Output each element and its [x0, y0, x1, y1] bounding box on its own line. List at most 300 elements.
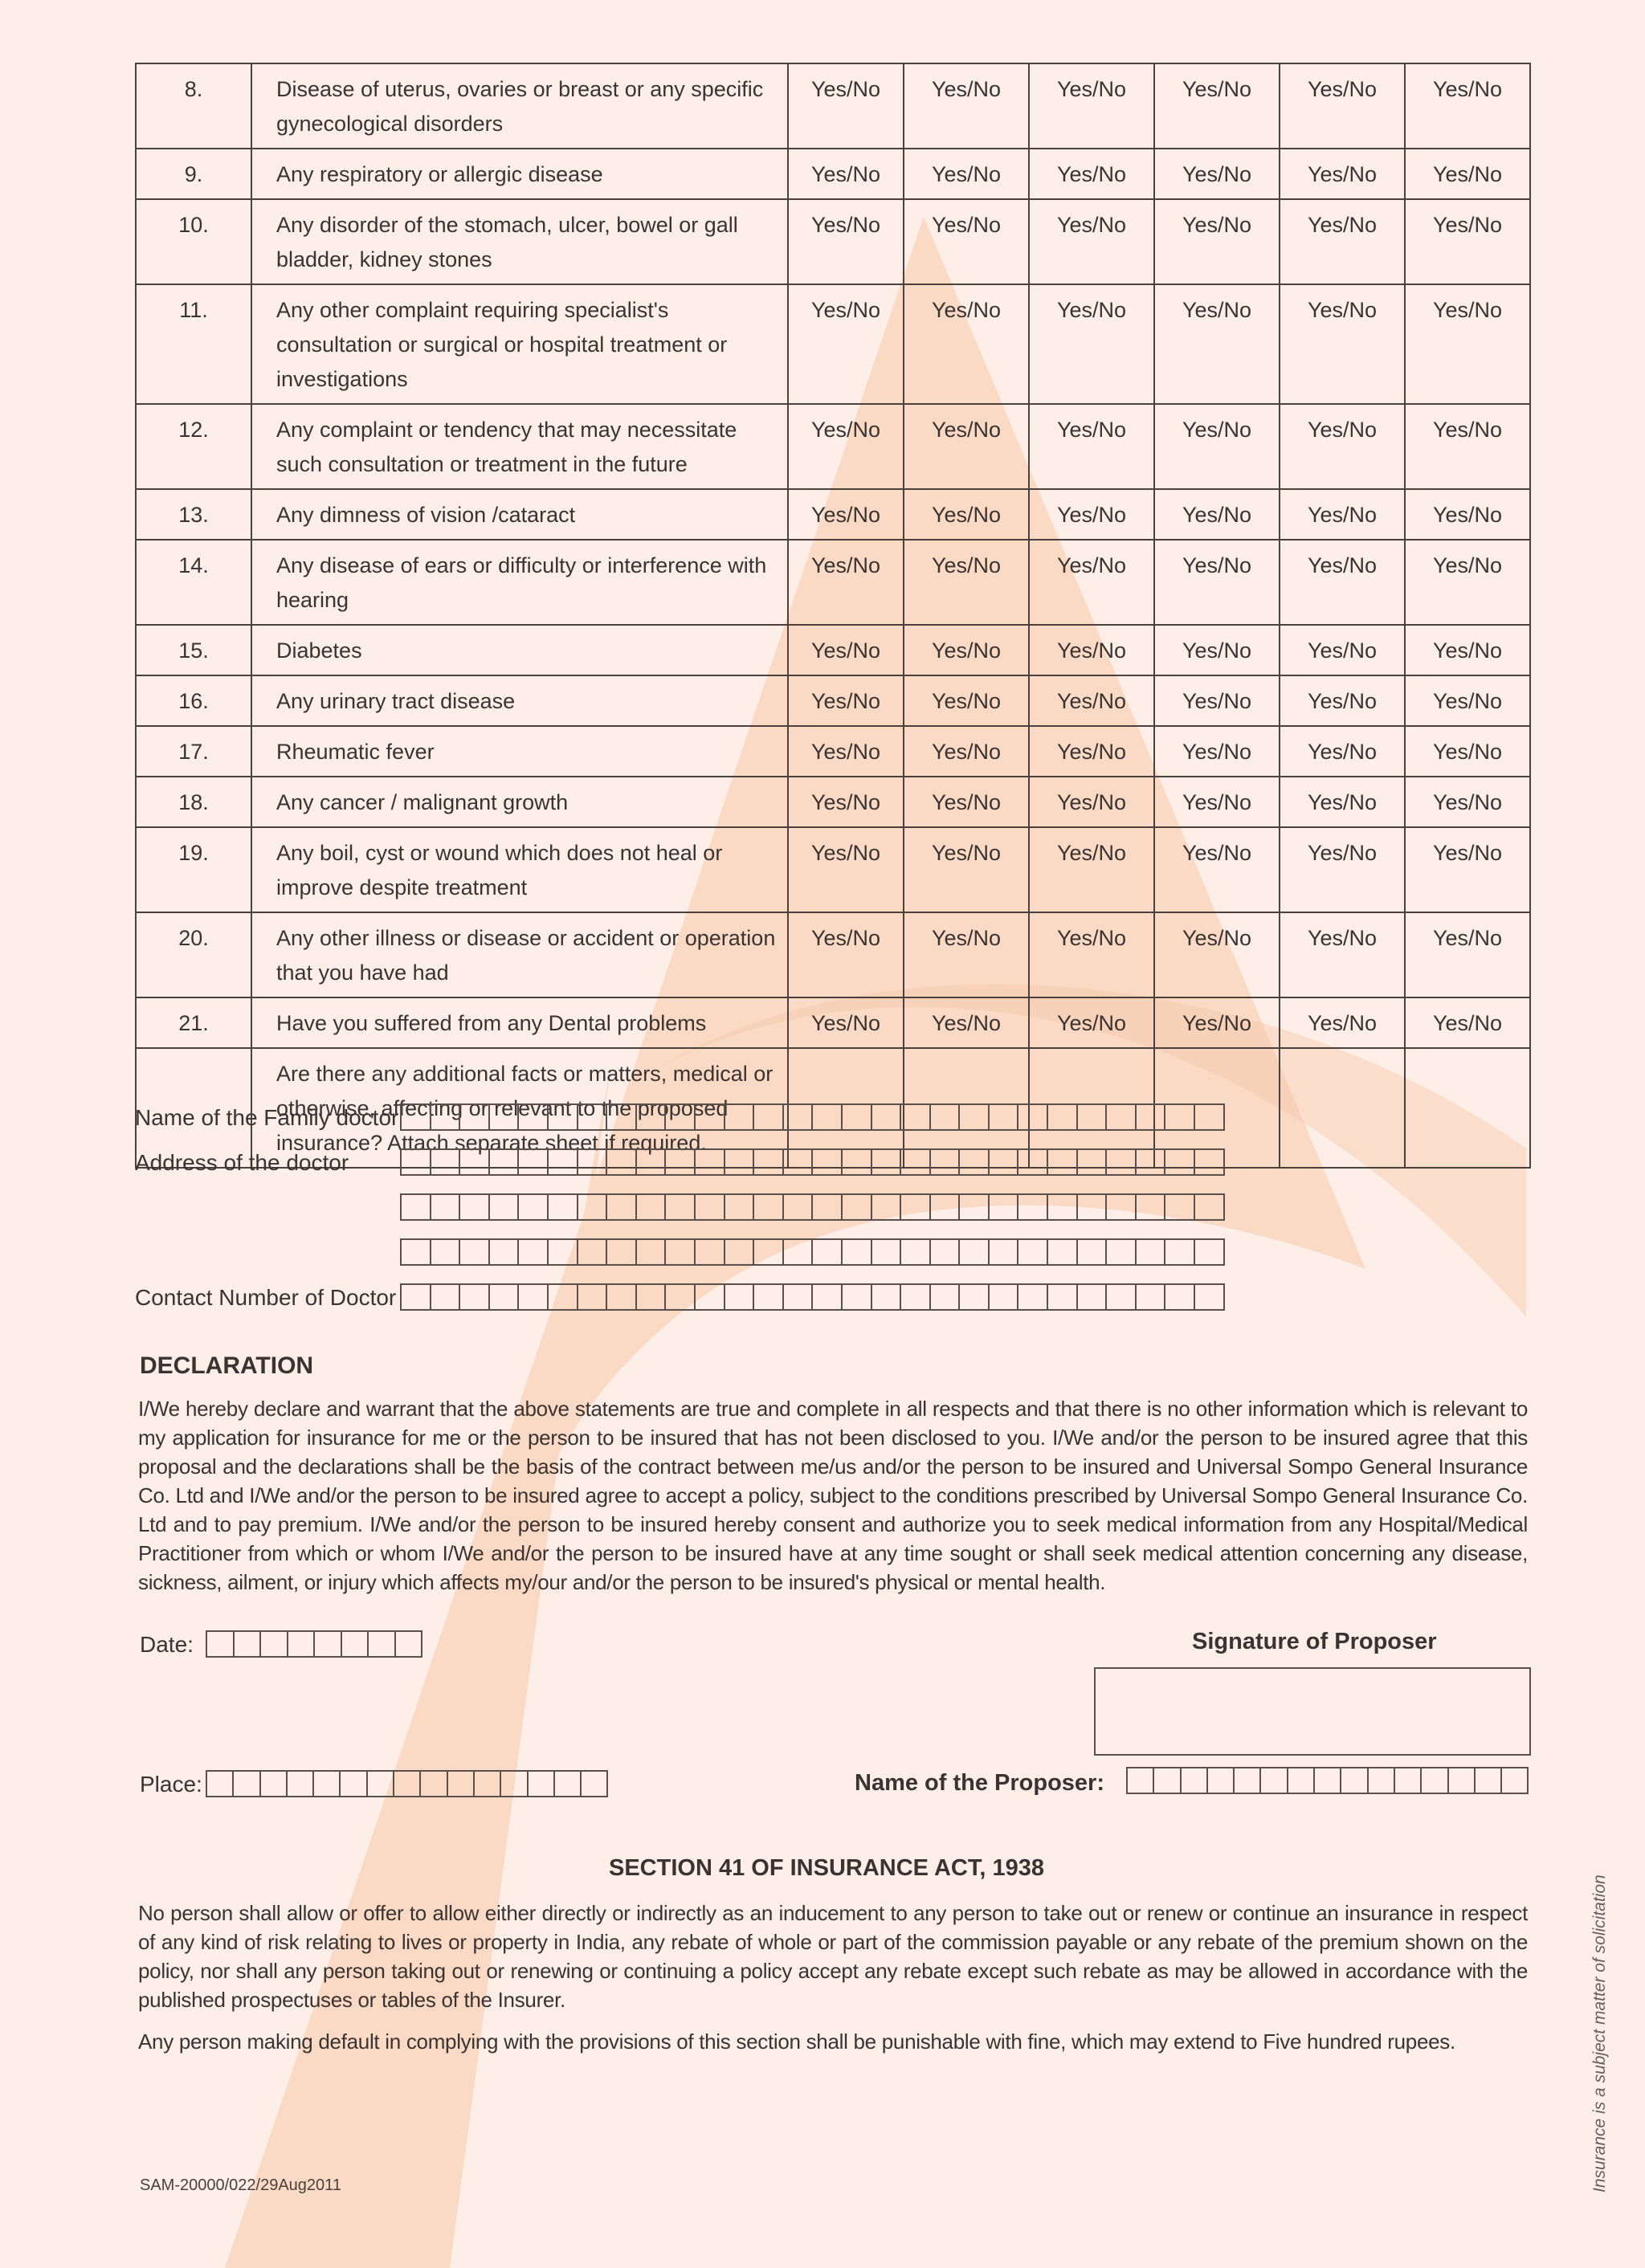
yes-no-answer[interactable]: Yes/No: [1154, 777, 1280, 827]
yes-no-answer[interactable]: Yes/No: [904, 540, 1029, 625]
yes-no-answer[interactable]: Yes/No: [1029, 199, 1154, 284]
character-box[interactable]: [396, 1630, 423, 1658]
character-box[interactable]: [666, 1283, 696, 1311]
yes-no-answer[interactable]: Yes/No: [1280, 912, 1405, 997]
character-box[interactable]: [1165, 1148, 1195, 1176]
character-box[interactable]: [1018, 1148, 1048, 1176]
yes-no-answer[interactable]: Yes/No: [1405, 404, 1530, 489]
question-row: [136, 726, 1530, 777]
character-box[interactable]: [1137, 1103, 1166, 1131]
character-box[interactable]: [431, 1148, 461, 1176]
character-box[interactable]: [931, 1103, 961, 1131]
yes-no-answer[interactable]: Yes/No: [1280, 540, 1405, 625]
character-box[interactable]: [490, 1193, 520, 1221]
proposer-name-field[interactable]: [1126, 1767, 1529, 1794]
character-box[interactable]: [490, 1103, 520, 1131]
yes-no-answer[interactable]: Yes/No: [1154, 540, 1280, 625]
character-box[interactable]: [1018, 1283, 1048, 1311]
yes-no-answer[interactable]: Yes/No: [1029, 777, 1154, 827]
yes-no-answer[interactable]: Yes/No: [788, 404, 904, 489]
character-box[interactable]: [725, 1238, 755, 1266]
character-box[interactable]: [368, 1770, 394, 1797]
character-box[interactable]: [1107, 1103, 1137, 1131]
character-box[interactable]: [1341, 1767, 1368, 1794]
character-box[interactable]: [1235, 1767, 1261, 1794]
yes-no-answer[interactable]: Yes/No: [1280, 404, 1405, 489]
character-box[interactable]: [696, 1148, 725, 1176]
yes-no-answer[interactable]: Yes/No: [1154, 625, 1280, 675]
yes-no-answer[interactable]: Yes/No: [788, 827, 904, 912]
character-box[interactable]: [637, 1148, 667, 1176]
character-box[interactable]: [1195, 1283, 1225, 1311]
character-box[interactable]: [578, 1283, 608, 1311]
character-box[interactable]: [990, 1148, 1019, 1176]
doctor-address-line-1[interactable]: [400, 1148, 1225, 1176]
yes-no-answer[interactable]: Yes/No: [1154, 827, 1280, 912]
character-box[interactable]: [754, 1148, 784, 1176]
character-box[interactable]: [549, 1148, 578, 1176]
character-box[interactable]: [460, 1148, 490, 1176]
yes-no-answer[interactable]: Yes/No: [1280, 284, 1405, 404]
character-box[interactable]: [519, 1148, 549, 1176]
yes-no-answer[interactable]: Yes/No: [1029, 63, 1154, 149]
yes-no-answer[interactable]: Yes/No: [1154, 489, 1280, 540]
yes-no-answer[interactable]: Yes/No: [1280, 149, 1405, 199]
yes-no-answer[interactable]: Yes/No: [788, 777, 904, 827]
declaration-text: I/We hereby declare and warrant that the above statements are true and complete in all respects and that there is no other information which is relevant to my application for insurance for me or the person to be insured that has not been disclosed to you. I/We and/or the person to be insured agree that this proposal and the declarations shall be the basis of the contract between me/us and/or the person to be insured and Universal Sompo General Insurance Co. Ltd and I/We and/or the person to be insured agree to accept a policy, subject to the conditions prescribed by Universal Sompo General Insurance Co. Ltd and to pay premium. I/We and/or the person to be insured hereby consent and authorize you to seek medical information from any Hospital/Medical Practitioner from which or whom I/We and/or the person to be insured have at any time sought or shall seek medical attention concerning any disease, sickness, ailment, or injury which affects my/our and/or the person to be insured's physical or mental health.: [138, 1397, 1528, 1594]
yes-no-answer[interactable]: Yes/No: [1029, 827, 1154, 912]
character-box[interactable]: [1137, 1283, 1166, 1311]
character-box[interactable]: [725, 1283, 755, 1311]
character-box[interactable]: [931, 1283, 961, 1311]
yes-no-answer[interactable]: Yes/No: [1405, 540, 1530, 625]
character-box[interactable]: [666, 1238, 696, 1266]
character-box[interactable]: [754, 1103, 784, 1131]
character-box[interactable]: [501, 1770, 528, 1797]
yes-no-answer[interactable]: Yes/No: [1029, 284, 1154, 404]
character-box[interactable]: [1208, 1767, 1235, 1794]
character-box[interactable]: [1395, 1767, 1422, 1794]
character-box[interactable]: [431, 1238, 461, 1266]
question-row: [136, 675, 1530, 726]
character-box[interactable]: [725, 1193, 755, 1221]
yes-no-answer[interactable]: Yes/No: [1154, 912, 1280, 997]
character-box[interactable]: [990, 1238, 1019, 1266]
character-box[interactable]: [431, 1193, 461, 1221]
character-box[interactable]: [549, 1193, 578, 1221]
question-text: Rheumatic fever: [251, 726, 788, 777]
question-text: Any complaint or tendency that may necessitate such consultation or treatment in the future: [251, 404, 788, 489]
character-box[interactable]: [843, 1103, 872, 1131]
yes-no-answer[interactable]: Yes/No: [904, 404, 1029, 489]
yes-no-answer[interactable]: Yes/No: [1405, 149, 1530, 199]
yes-no-answer[interactable]: Yes/No: [1154, 997, 1280, 1048]
character-box[interactable]: [696, 1103, 725, 1131]
character-box[interactable]: [843, 1148, 872, 1176]
character-box[interactable]: [1369, 1767, 1395, 1794]
character-box[interactable]: [1165, 1193, 1195, 1221]
character-box[interactable]: [754, 1283, 784, 1311]
character-box[interactable]: [607, 1103, 637, 1131]
character-box[interactable]: [813, 1148, 843, 1176]
yes-no-answer[interactable]: Yes/No: [1029, 997, 1154, 1048]
character-box[interactable]: [725, 1148, 755, 1176]
character-box[interactable]: [519, 1238, 549, 1266]
yes-no-answer[interactable]: Yes/No: [1154, 404, 1280, 489]
character-box[interactable]: [460, 1283, 490, 1311]
character-box[interactable]: [1137, 1193, 1166, 1221]
character-box[interactable]: [578, 1238, 608, 1266]
character-box[interactable]: [314, 1770, 341, 1797]
character-box[interactable]: [1195, 1103, 1225, 1131]
yes-no-answer[interactable]: Yes/No: [904, 489, 1029, 540]
character-box[interactable]: [519, 1193, 549, 1221]
signature-box[interactable]: [1094, 1667, 1531, 1756]
yes-no-answer[interactable]: Yes/No: [904, 284, 1029, 404]
question-row: [136, 404, 1530, 489]
yes-no-answer[interactable]: Yes/No: [1154, 63, 1280, 149]
yes-no-answer[interactable]: Yes/No: [904, 63, 1029, 149]
character-box[interactable]: [1048, 1283, 1078, 1311]
character-box[interactable]: [960, 1238, 990, 1266]
declaration-heading: DECLARATION: [140, 1352, 314, 1379]
character-box[interactable]: [843, 1283, 872, 1311]
doctor-address-row: [135, 1148, 1529, 1177]
section41-text: No person shall allow or offer to allow either directly or indirectly as an inducement to any person to take out or renew or continue an insurance in respect of any kind of risk relating to lives or property in India, any rebate of whole or part of the commission payable or any rebate of the premium shown on the policy, nor shall any person taking out or renewing or continuing a policy accept any rebate except such rebate as may be allowed in accordance with the published prospectuses or tables of the Insurer.: [138, 1901, 1528, 2012]
character-box[interactable]: [402, 1148, 431, 1176]
yes-no-answer[interactable]: Yes/No: [1154, 284, 1280, 404]
yes-no-answer[interactable]: Yes/No: [1280, 997, 1405, 1048]
yes-no-answer[interactable]: Yes/No: [1280, 625, 1405, 675]
character-box[interactable]: [288, 1630, 316, 1658]
character-box[interactable]: [490, 1283, 520, 1311]
character-box[interactable]: [637, 1103, 667, 1131]
character-box[interactable]: [1165, 1103, 1195, 1131]
character-box[interactable]: [555, 1770, 582, 1797]
character-box[interactable]: [402, 1193, 431, 1221]
character-box[interactable]: [931, 1193, 961, 1221]
question-text: Any other complaint requiring specialist's consultation or surgical or hospital treatment or investigations: [251, 284, 788, 404]
character-box[interactable]: [402, 1283, 431, 1311]
character-box[interactable]: [460, 1193, 490, 1221]
character-box[interactable]: [1165, 1238, 1195, 1266]
yes-no-answer[interactable]: Yes/No: [1029, 675, 1154, 726]
yes-no-answer[interactable]: Yes/No: [1280, 489, 1405, 540]
yes-no-answer[interactable]: Yes/No: [1280, 777, 1405, 827]
yes-no-answer[interactable]: Yes/No: [904, 912, 1029, 997]
question-row: [136, 912, 1530, 997]
character-box[interactable]: [234, 1770, 260, 1797]
character-box[interactable]: [1107, 1238, 1137, 1266]
character-box[interactable]: [431, 1103, 461, 1131]
character-box[interactable]: [529, 1770, 555, 1797]
character-box[interactable]: [607, 1193, 637, 1221]
character-box[interactable]: [990, 1283, 1019, 1311]
yes-no-answer[interactable]: Yes/No: [904, 726, 1029, 777]
character-box[interactable]: [637, 1193, 667, 1221]
yes-no-answer[interactable]: Yes/No: [788, 625, 904, 675]
character-box[interactable]: [421, 1770, 447, 1797]
character-box[interactable]: [1078, 1148, 1108, 1176]
yes-no-answer[interactable]: Yes/No: [788, 489, 904, 540]
character-box[interactable]: [872, 1283, 902, 1311]
character-box[interactable]: [1476, 1767, 1502, 1794]
character-box[interactable]: [813, 1103, 843, 1131]
yes-no-answer[interactable]: Yes/No: [1280, 827, 1405, 912]
yes-no-answer[interactable]: Yes/No: [1405, 199, 1530, 284]
signature-label: Signature of Proposer: [1192, 1629, 1437, 1654]
question-text: Any other illness or disease or accident or operation that you have had: [251, 912, 788, 997]
character-box[interactable]: [784, 1103, 814, 1131]
character-box[interactable]: [901, 1283, 931, 1311]
character-box[interactable]: [843, 1238, 872, 1266]
character-box[interactable]: [1078, 1103, 1108, 1131]
character-box[interactable]: [1422, 1767, 1448, 1794]
character-box[interactable]: [1154, 1767, 1181, 1794]
character-box[interactable]: [490, 1238, 520, 1266]
yes-no-answer[interactable]: Yes/No: [1154, 199, 1280, 284]
character-box[interactable]: [666, 1148, 696, 1176]
character-box[interactable]: [1048, 1103, 1078, 1131]
character-box[interactable]: [872, 1148, 902, 1176]
doctor-address-line-3[interactable]: [400, 1238, 1225, 1266]
character-box[interactable]: [754, 1193, 784, 1221]
character-box[interactable]: [813, 1193, 843, 1221]
character-box[interactable]: [402, 1238, 431, 1266]
yes-no-answer[interactable]: Yes/No: [1154, 675, 1280, 726]
character-box[interactable]: [666, 1193, 696, 1221]
character-box[interactable]: [1137, 1148, 1166, 1176]
yes-no-answer[interactable]: Yes/No: [1405, 777, 1530, 827]
character-box[interactable]: [843, 1193, 872, 1221]
yes-no-answer[interactable]: Yes/No: [1280, 63, 1405, 149]
character-box[interactable]: [1048, 1148, 1078, 1176]
character-box[interactable]: [261, 1770, 288, 1797]
yes-no-answer[interactable]: Yes/No: [1029, 625, 1154, 675]
character-box[interactable]: [1078, 1283, 1108, 1311]
character-box[interactable]: [1107, 1148, 1137, 1176]
yes-no-answer[interactable]: Yes/No: [1405, 675, 1530, 726]
character-box[interactable]: [261, 1630, 288, 1658]
yes-no-answer[interactable]: Yes/No: [788, 284, 904, 404]
character-box[interactable]: [784, 1193, 814, 1221]
character-box[interactable]: [607, 1283, 637, 1311]
yes-no-answer[interactable]: Yes/No: [1029, 726, 1154, 777]
character-box[interactable]: [1018, 1193, 1048, 1221]
yes-no-answer[interactable]: Yes/No: [788, 912, 904, 997]
question-row: [136, 777, 1530, 827]
character-box[interactable]: [235, 1630, 262, 1658]
character-box[interactable]: [460, 1238, 490, 1266]
character-box[interactable]: [637, 1238, 667, 1266]
character-box[interactable]: [1137, 1238, 1166, 1266]
question-text: Are there any additional facts or matters, medical or otherwise, affecting or relevant to the proposed insurance? Attach separate sheet if required.: [251, 1048, 788, 1168]
yes-no-answer[interactable]: Yes/No: [1405, 284, 1530, 404]
character-box[interactable]: [1018, 1103, 1048, 1131]
question-text: Any cancer / malignant growth: [251, 777, 788, 827]
yes-no-answer[interactable]: Yes/No: [1405, 912, 1530, 997]
yes-no-answer[interactable]: Yes/No: [1280, 199, 1405, 284]
doctor-address-row-3: [135, 1238, 1529, 1267]
character-box[interactable]: [960, 1283, 990, 1311]
family-doctor-name-label: Name of the Family doctor: [135, 1105, 399, 1130]
character-box[interactable]: [402, 1103, 431, 1131]
character-box[interactable]: [288, 1770, 314, 1797]
character-box[interactable]: [607, 1238, 637, 1266]
yes-no-answer[interactable]: Yes/No: [1405, 827, 1530, 912]
character-box[interactable]: [207, 1630, 235, 1658]
yes-no-answer[interactable]: Yes/No: [1029, 540, 1154, 625]
character-box[interactable]: [813, 1238, 843, 1266]
character-box[interactable]: [490, 1148, 520, 1176]
character-box[interactable]: [696, 1283, 725, 1311]
yes-no-answer[interactable]: Yes/No: [1029, 404, 1154, 489]
character-box[interactable]: [431, 1283, 461, 1311]
character-box[interactable]: [725, 1103, 755, 1131]
doctor-address-label: Address of the doctor: [135, 1150, 349, 1175]
character-box[interactable]: [578, 1103, 608, 1131]
question-number: 19.: [136, 827, 251, 912]
yes-no-answer[interactable]: Yes/No: [1154, 726, 1280, 777]
character-box[interactable]: [519, 1283, 549, 1311]
character-box[interactable]: [872, 1103, 902, 1131]
character-box[interactable]: [813, 1283, 843, 1311]
character-box[interactable]: [1078, 1193, 1108, 1221]
character-box[interactable]: [901, 1193, 931, 1221]
character-box[interactable]: [369, 1630, 396, 1658]
doctor-address-line-2[interactable]: [400, 1193, 1225, 1221]
question-row: [136, 625, 1530, 675]
yes-no-answer[interactable]: Yes/No: [904, 199, 1029, 284]
character-box[interactable]: [1107, 1193, 1137, 1221]
character-box[interactable]: [901, 1238, 931, 1266]
character-box[interactable]: [1048, 1238, 1078, 1266]
character-box[interactable]: [1107, 1283, 1137, 1311]
character-box[interactable]: [931, 1148, 961, 1176]
yes-no-answer[interactable]: Yes/No: [788, 63, 904, 149]
character-box[interactable]: [1195, 1148, 1225, 1176]
character-box[interactable]: [1315, 1767, 1341, 1794]
yes-no-answer[interactable]: Yes/No: [904, 625, 1029, 675]
yes-no-answer[interactable]: Yes/No: [904, 997, 1029, 1048]
character-box[interactable]: [1128, 1767, 1154, 1794]
yes-no-answer[interactable]: Yes/No: [1405, 63, 1530, 149]
yes-no-answer[interactable]: Yes/No: [1029, 912, 1154, 997]
character-box[interactable]: [549, 1238, 578, 1266]
question-row: [136, 284, 1530, 404]
character-box[interactable]: [1182, 1767, 1208, 1794]
yes-no-answer[interactable]: Yes/No: [1280, 726, 1405, 777]
doctor-contact-field[interactable]: [400, 1283, 1225, 1311]
yes-no-answer[interactable]: Yes/No: [788, 149, 904, 199]
character-box[interactable]: [315, 1630, 342, 1658]
question-row: [136, 540, 1530, 625]
character-box[interactable]: [475, 1770, 501, 1797]
yes-no-answer[interactable]: Yes/No: [904, 777, 1029, 827]
yes-no-answer[interactable]: Yes/No: [1154, 149, 1280, 199]
character-box[interactable]: [1078, 1238, 1108, 1266]
character-box[interactable]: [960, 1103, 990, 1131]
yes-no-answer[interactable]: Yes/No: [1405, 489, 1530, 540]
character-box[interactable]: [341, 1770, 367, 1797]
character-box[interactable]: [1018, 1238, 1048, 1266]
character-box[interactable]: [394, 1770, 421, 1797]
yes-no-answer[interactable]: Yes/No: [1405, 625, 1530, 675]
character-box[interactable]: [1502, 1767, 1529, 1794]
form-code: SAM-20000/022/29Aug2011: [140, 2176, 341, 2194]
yes-no-answer[interactable]: Yes/No: [904, 675, 1029, 726]
character-box[interactable]: [754, 1238, 784, 1266]
character-box[interactable]: [519, 1103, 549, 1131]
question-text: Have you suffered from any Dental problems: [251, 997, 788, 1048]
yes-no-answer[interactable]: Yes/No: [788, 199, 904, 284]
character-box[interactable]: [607, 1148, 637, 1176]
question-number: 9.: [136, 149, 251, 199]
character-box[interactable]: [578, 1148, 608, 1176]
character-box[interactable]: [931, 1238, 961, 1266]
character-box[interactable]: [960, 1193, 990, 1221]
yes-no-answer[interactable]: Yes/No: [1405, 997, 1530, 1048]
character-box[interactable]: [1449, 1767, 1476, 1794]
yes-no-answer[interactable]: Yes/No: [904, 149, 1029, 199]
character-box[interactable]: [784, 1238, 814, 1266]
yes-no-answer[interactable]: Yes/No: [788, 675, 904, 726]
character-box[interactable]: [549, 1283, 578, 1311]
character-box[interactable]: [666, 1103, 696, 1131]
character-box[interactable]: [578, 1193, 608, 1221]
yes-no-answer[interactable]: Yes/No: [1029, 489, 1154, 540]
yes-no-answer[interactable]: Yes/No: [904, 827, 1029, 912]
date-field[interactable]: [206, 1630, 422, 1658]
family-doctor-name-field[interactable]: [400, 1103, 1225, 1131]
character-box[interactable]: [1288, 1767, 1315, 1794]
character-box[interactable]: [784, 1148, 814, 1176]
character-box[interactable]: [460, 1103, 490, 1131]
yes-no-answer[interactable]: Yes/No: [1405, 726, 1530, 777]
yes-no-answer[interactable]: Yes/No: [788, 997, 904, 1048]
character-box[interactable]: [582, 1770, 608, 1797]
character-box[interactable]: [448, 1770, 475, 1797]
character-box[interactable]: [990, 1103, 1019, 1131]
yes-no-answer[interactable]: Yes/No: [788, 726, 904, 777]
character-box[interactable]: [872, 1193, 902, 1221]
character-box[interactable]: [784, 1283, 814, 1311]
character-box[interactable]: [207, 1770, 234, 1797]
yes-no-answer[interactable]: Yes/No: [1280, 675, 1405, 726]
character-box[interactable]: [1261, 1767, 1288, 1794]
question-text: Any urinary tract disease: [251, 675, 788, 726]
character-box[interactable]: [901, 1148, 931, 1176]
place-field[interactable]: [206, 1770, 608, 1797]
character-box[interactable]: [637, 1283, 667, 1311]
character-box[interactable]: [990, 1193, 1019, 1221]
question-number: 11.: [136, 284, 251, 404]
character-box[interactable]: [1195, 1193, 1225, 1221]
character-box[interactable]: [1048, 1193, 1078, 1221]
character-box[interactable]: [960, 1148, 990, 1176]
character-box[interactable]: [1165, 1283, 1195, 1311]
character-box[interactable]: [549, 1103, 578, 1131]
character-box[interactable]: [1195, 1238, 1225, 1266]
character-box[interactable]: [901, 1103, 931, 1131]
character-box[interactable]: [342, 1630, 369, 1658]
character-box[interactable]: [872, 1238, 902, 1266]
yes-no-answer[interactable]: Yes/No: [788, 540, 904, 625]
place-label: Place:: [140, 1772, 202, 1797]
character-box[interactable]: [696, 1193, 725, 1221]
yes-no-answer[interactable]: Yes/No: [1029, 149, 1154, 199]
character-box[interactable]: [696, 1238, 725, 1266]
